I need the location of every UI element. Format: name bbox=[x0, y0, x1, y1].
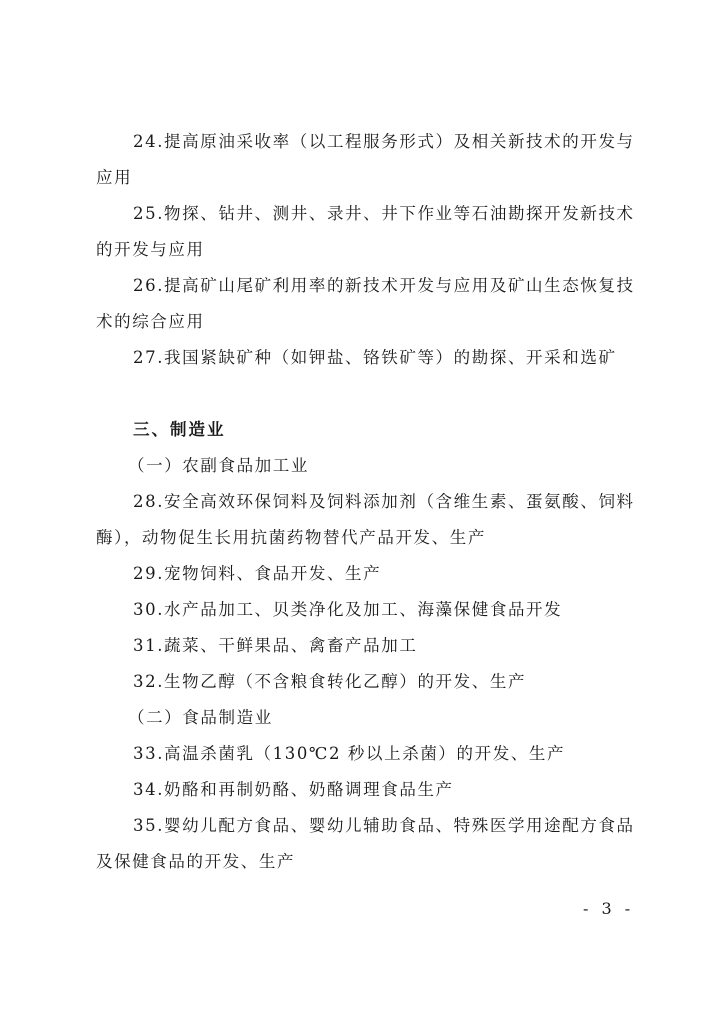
item-27: 27.我国紧缺矿种（如钾盐、铬铁矿等）的勘探、开采和选矿 bbox=[133, 348, 617, 367]
item-26-line-2: 术的综合应用 bbox=[96, 312, 205, 331]
subsection-agri-food-processing: （一）农副食品加工业 bbox=[128, 456, 309, 475]
page-number: - 3 - bbox=[583, 899, 635, 918]
item-25-line-2: 的开发与应用 bbox=[96, 240, 205, 259]
item-34: 34.奶酪和再制奶酪、奶酪调理食品生产 bbox=[133, 780, 454, 799]
item-28-line-1: 28.安全高效环保饲料及饲料添加剂（含维生素、蛋氨酸、饲料 bbox=[133, 492, 635, 511]
item-24-line-2: 应用 bbox=[96, 168, 133, 187]
section-heading-manufacturing: 三、制造业 bbox=[133, 420, 226, 439]
item-30: 30.水产品加工、贝类净化及加工、海藻保健食品开发 bbox=[133, 600, 563, 619]
item-33: 33.高温杀菌乳（130℃2 秒以上杀菌）的开发、生产 bbox=[133, 744, 566, 763]
item-35-line-1: 35.婴幼儿配方食品、婴幼儿辅助食品、特殊医学用途配方食品 bbox=[133, 816, 635, 835]
item-26-line-1: 26.提高矿山尾矿利用率的新技术开发与应用及矿山生态恢复技 bbox=[133, 276, 635, 295]
item-29: 29.宠物饲料、食品开发、生产 bbox=[133, 564, 382, 583]
subsection-food-manufacturing: （二）食品制造业 bbox=[128, 708, 273, 727]
item-35-line-2: 及保健食品的开发、生产 bbox=[96, 852, 296, 871]
item-28-line-2: 酶），动物促生长用抗菌药物替代产品开发、生产 bbox=[96, 528, 486, 547]
item-31: 31.蔬菜、干鲜果品、禽畜产品加工 bbox=[133, 636, 418, 655]
item-24-line-1: 24.提高原油采收率（以工程服务形式）及相关新技术的开发与 bbox=[133, 132, 635, 151]
item-25-line-1: 25.物探、钻井、测井、录井、井下作业等石油勘探开发新技术 bbox=[133, 204, 635, 223]
item-32: 32.生物乙醇（不含粮食转化乙醇）的开发、生产 bbox=[133, 672, 527, 691]
